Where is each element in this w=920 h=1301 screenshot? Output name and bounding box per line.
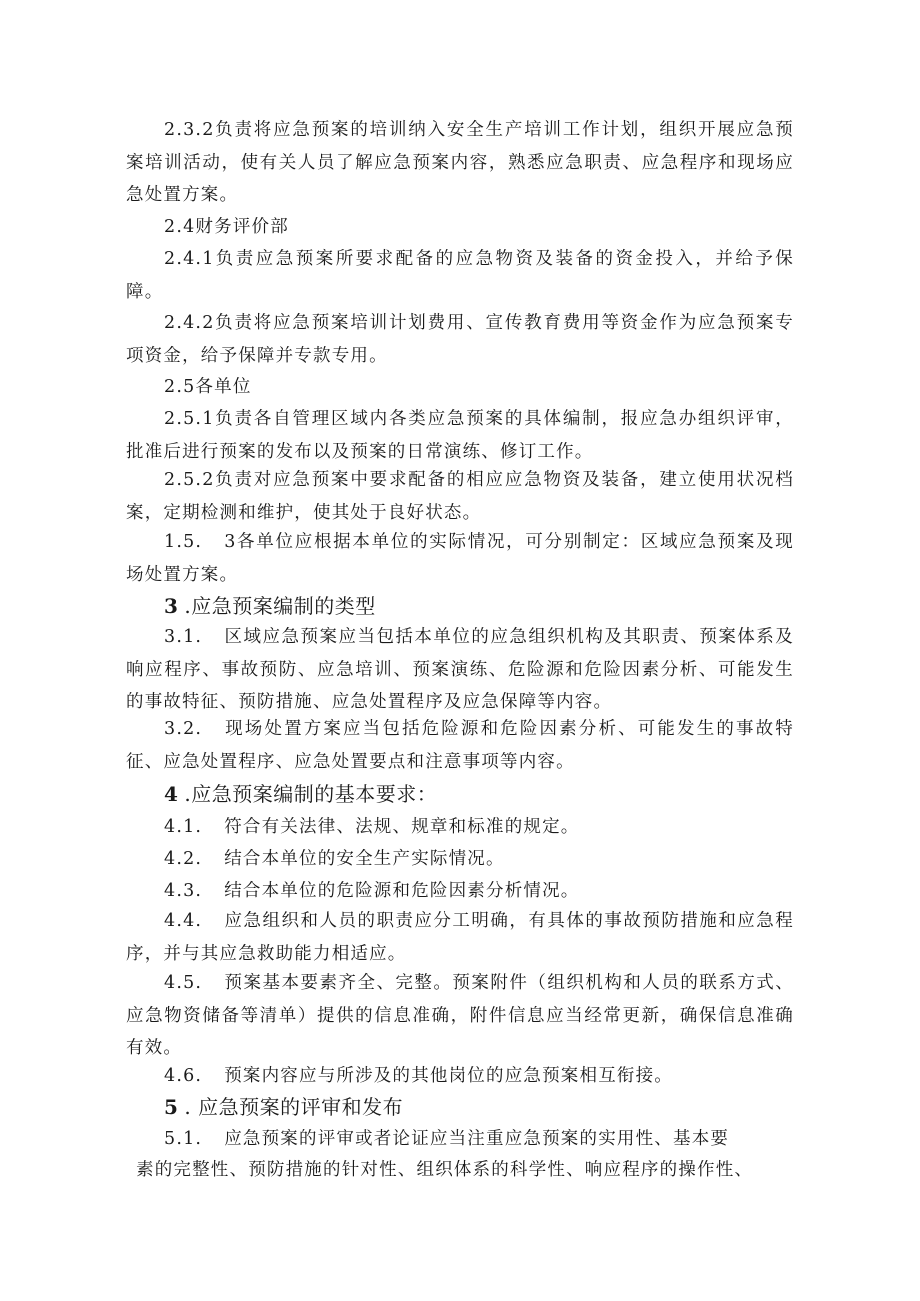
paragraph-number: 4.4.	[164, 911, 203, 931]
paragraph-2-5-1: 2.5.1负责各自管理区域内各类应急预案的具体编制，报应急办组织评审，批准后进行预案的发布以及预案的日常演练、修订工作。	[126, 409, 794, 462]
heading-number: 3	[164, 594, 179, 618]
chapter-heading-5	[164, 1093, 403, 1121]
paragraph-2-4-1: 2.4.1负责应急预案所要求配备的应急物资及装备的资金投入，并给予保障。	[126, 249, 794, 302]
paragraph-2-4-2: 2.4.2负责将应急预案培训计划费用、宣传教育费用等资金作为应急预案专项资金，给予保障并专款专用。	[126, 313, 794, 366]
heading-number: 5	[164, 1095, 179, 1119]
heading-text: .应急预案编制的类型	[184, 594, 376, 618]
paragraph-4-4	[126, 905, 794, 970]
paragraph-text: 结合本单位的危险源和危险因素分析情况。	[224, 881, 580, 901]
heading-text: . 应急预案的评审和发布	[184, 1095, 404, 1119]
section-heading-2-4: 2.4财务评价部	[164, 217, 289, 237]
paragraph-text: 预案基本要素齐全、完整。预案附件（组织机构和人员的联系方式、应急物资储备等清单）提供的信息准确，附件信息应当经常更新，确保信息准确有效。	[126, 973, 794, 1058]
section-heading-2-5: 2.5各单位	[164, 377, 252, 397]
heading-text: .应急预案编制的基本要求：	[184, 782, 438, 806]
paragraph-text-line-1: 应急预案的评审或者论证应当注重应急预案的实用性、基本要	[224, 1129, 730, 1149]
paragraph-3-2	[126, 713, 794, 778]
paragraph-number: 1.5.	[164, 532, 203, 552]
paragraph-number: 4.1.	[164, 817, 203, 837]
paragraph-number: 4.6.	[164, 1066, 203, 1086]
paragraph-text: 应急组织和人员的职责应分工明确，有具体的事故预防措施和应急程序，并与其应急救助能力相适应。	[126, 911, 794, 964]
paragraph-4-2	[126, 843, 794, 876]
paragraph-number: 4.2.	[164, 849, 203, 869]
paragraph-3-1	[126, 621, 794, 719]
paragraph-text: 符合有关法律、法规、规章和标准的规定。	[224, 817, 580, 837]
paragraph-number: 3.2.	[164, 719, 203, 739]
paragraph-text: 结合本单位的安全生产实际情况。	[224, 849, 505, 869]
paragraph-text: 预案内容应与所涉及的其他岗位的应急预案相互衔接。	[224, 1066, 674, 1086]
paragraph-4-5	[126, 967, 794, 1065]
paragraph-text: 3各单位应根据本单位的实际情况，可分别制定：区域应急预案及现场处置方案。	[126, 532, 794, 585]
paragraph-text: 现场处置方案应当包括危险源和危险因素分析、可能发生的事故特征、应急处置程序、应急处置要点和注意事项等内容。	[126, 719, 794, 772]
paragraph-number: 5.1.	[164, 1129, 203, 1149]
paragraph-2-5-2: 2.5.2负责对应急预案中要求配备的相应应急物资及装备，建立使用状况档案，定期检测和维护，使其处于良好状态。	[126, 470, 794, 523]
paragraph-4-3	[126, 875, 794, 908]
chapter-heading-4	[164, 780, 437, 808]
chapter-heading-3	[164, 592, 376, 620]
paragraph-number: 4.5.	[164, 973, 203, 993]
paragraph-number: 4.3.	[164, 881, 203, 901]
paragraph-5-1	[126, 1123, 794, 1156]
paragraph-text: 区域应急预案应当包括本单位的应急组织机构及其职责、预案体系及响应程序、事故预防、应急培训、预案演练、危险源和危险因素分析、可能发生的事故特征、预防措施、应急处置程序及应急保障等内容。	[126, 627, 794, 712]
paragraph-5-1-continuation: 素的完整性、预防措施的针对性、组织体系的科学性、响应程序的操作性、	[136, 1160, 754, 1180]
paragraph-2-3-2: 2.3.2负责将应急预案的培训纳入安全生产培训工作计划，组织开展应急预案培训活动，使有关人员了解应急预案内容，熟悉应急职责、应急程序和现场应急处置方案。	[126, 120, 794, 205]
heading-number: 4	[164, 782, 179, 806]
paragraph-4-1	[126, 811, 794, 844]
paragraph-1-5	[126, 526, 794, 591]
paragraph-number: 3.1.	[164, 627, 203, 647]
paragraph-4-6	[126, 1060, 794, 1093]
